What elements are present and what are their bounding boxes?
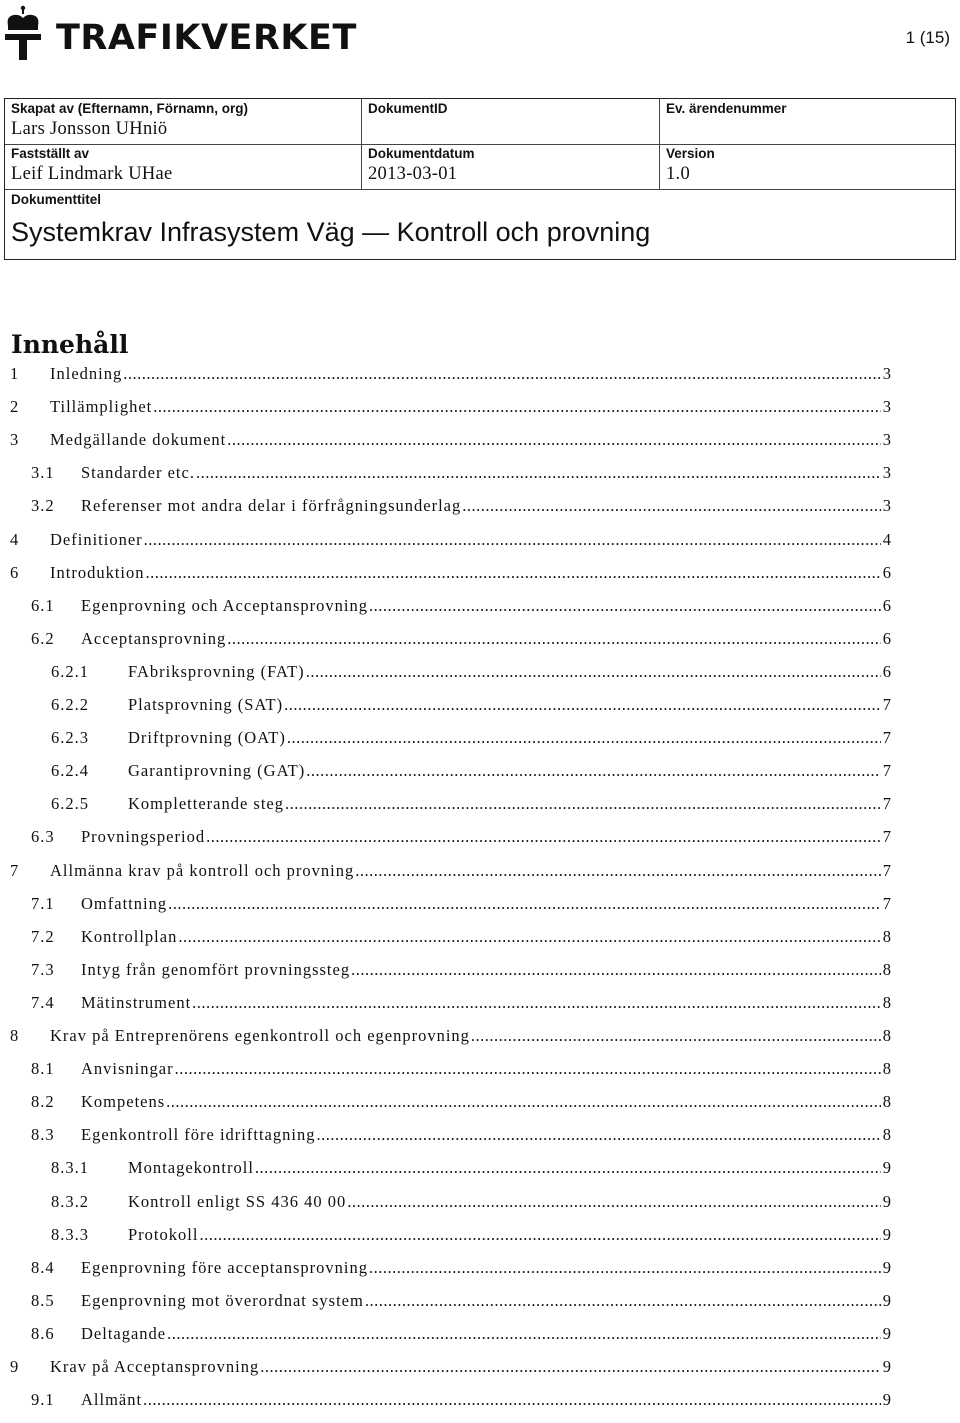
toc-entry[interactable] [51, 662, 892, 695]
toc-dot-leader [365, 1291, 881, 1311]
toc-entry-number: 3.2 [31, 496, 55, 516]
toc-entry[interactable] [31, 1059, 892, 1092]
toc-entry-page: 9 [882, 1191, 892, 1211]
toc-entry[interactable] [10, 1357, 892, 1390]
toc-entry-page: 8 [882, 959, 892, 979]
toc-dot-leader [255, 1158, 881, 1178]
toc-entry[interactable] [51, 761, 892, 794]
page-number: 1 (15) [905, 28, 950, 47]
toc-entry-title: Tillämplighet [50, 397, 153, 417]
created-by-label: Skapat av (Efternamn, Förnamn, org) [11, 101, 249, 116]
toc-entry-page: 8 [882, 1026, 892, 1045]
toc-entry-page: 8 [882, 992, 892, 1012]
toc-entry-page: 8 [882, 1125, 892, 1145]
toc-entry-title: Egenprovning före acceptansprovning [81, 1257, 368, 1277]
version-value: 1.0 [666, 164, 691, 184]
toc-entry[interactable] [31, 1291, 892, 1324]
toc-dot-leader [306, 662, 881, 682]
toc-dot-leader [260, 1357, 881, 1377]
toc-entry-number: 7.4 [31, 992, 55, 1012]
toc-entry[interactable] [31, 894, 892, 927]
document-date-label: Dokumentdatum [368, 146, 475, 161]
toc-dot-leader [196, 463, 881, 483]
toc-entry[interactable] [31, 1390, 892, 1423]
document-date-value: 2013-03-01 [368, 164, 458, 184]
toc-entry-number: 8.5 [31, 1290, 55, 1310]
toc-entry[interactable] [51, 728, 892, 761]
toc-entry-page: 8 [882, 1059, 892, 1079]
toc-dot-leader [227, 629, 880, 649]
toc-entry-number: 9.1 [31, 1390, 55, 1410]
toc-entry-number: 8.3.1 [51, 1158, 89, 1178]
toc-entry-number: 7.3 [31, 959, 55, 979]
toc-entry-page: 7 [882, 761, 892, 781]
toc-entry[interactable] [51, 1225, 892, 1258]
toc-dot-leader [123, 364, 881, 384]
toc-entry-title: Standarder etc. [81, 463, 195, 483]
toc-entry-title: Kontrollplan [81, 926, 178, 946]
toc-entry-number: 7.2 [31, 926, 55, 946]
toc-entry-page: 3 [882, 496, 892, 516]
toc-entry-title: Deltagande [81, 1323, 167, 1343]
document-info-box [4, 98, 956, 260]
toc-entry-title: Allmänna krav på kontroll och provning [50, 860, 355, 880]
toc-entry-page: 7 [882, 728, 892, 748]
toc-entry[interactable] [31, 1125, 892, 1158]
toc-entry-page: 9 [882, 1257, 892, 1277]
toc-entry-number: 8.3 [31, 1125, 55, 1145]
toc-entry-title: Platsprovning (SAT) [128, 695, 284, 714]
toc-entry-number: 8.2 [31, 1092, 55, 1112]
toc-entry-title: Intyg från genomfört provningssteg [81, 959, 351, 979]
toc-entry-title: Kontroll enligt SS 436 40 00 [128, 1191, 347, 1211]
toc-entry-number: 7 [10, 860, 20, 880]
toc-dot-leader [153, 397, 881, 417]
toc-dot-leader [199, 1225, 880, 1245]
toc-entry-number: 6 [10, 562, 20, 582]
toc-entry-title: Montagekontroll [128, 1158, 254, 1178]
toc-entry-title: Definitioner [50, 529, 143, 549]
toc-entry[interactable] [31, 629, 892, 662]
toc-entry-title: Egenprovning mot överordnat system [81, 1290, 364, 1310]
toc-entry-number: 7.1 [31, 893, 55, 913]
toc-heading: Innehåll [11, 330, 129, 359]
toc-entry[interactable] [10, 397, 892, 430]
toc-dot-leader [146, 563, 881, 583]
toc-dot-leader [167, 1324, 881, 1344]
toc-entry[interactable] [10, 563, 892, 596]
toc-entry[interactable] [31, 993, 892, 1026]
toc-entry-page: 9 [882, 1224, 892, 1244]
toc-entry-title: Krav på Entreprenörens egenkontroll och egenprovning [50, 1026, 470, 1045]
toc-entry-page: 3 [882, 364, 892, 383]
toc-entry-number: 3 [10, 430, 20, 450]
toc-dot-leader [369, 596, 881, 616]
toc-entry[interactable] [31, 1092, 892, 1125]
toc-entry-page: 9 [882, 1390, 892, 1410]
toc-dot-leader [284, 695, 881, 715]
toc-entry-title: Medgällande dokument [50, 430, 227, 450]
toc-entry-number: 1 [10, 364, 20, 383]
toc-entry-number: 2 [10, 397, 20, 417]
toc-entry[interactable] [51, 1158, 892, 1191]
toc-dot-leader [168, 894, 881, 914]
toc-dot-leader [351, 960, 881, 980]
toc-entry-page: 9 [882, 1357, 892, 1376]
toc-dot-leader [462, 496, 881, 516]
toc-entry[interactable] [31, 960, 892, 993]
toc-dot-leader [206, 827, 881, 847]
toc-dot-leader [144, 530, 881, 550]
toc-entry-page: 7 [882, 794, 892, 814]
toc-entry[interactable] [10, 1026, 892, 1059]
toc-dot-leader [178, 927, 880, 947]
toc-dot-leader [347, 1192, 881, 1212]
created-by-value: Lars Jonsson UHniö [11, 119, 168, 139]
toc-entry-number: 6.2.1 [51, 661, 89, 681]
toc-entry[interactable] [10, 530, 892, 563]
case-number-label: Ev. ärendenummer [666, 101, 787, 116]
toc-entry-page: 6 [882, 661, 892, 681]
toc-dot-leader [285, 794, 881, 814]
toc-entry-page: 3 [882, 430, 892, 450]
toc-entry-page: 7 [882, 860, 892, 880]
toc-entry[interactable] [10, 364, 892, 397]
toc-entry-title: Omfattning [81, 893, 168, 913]
toc-dot-leader [227, 430, 880, 450]
toc-entry-title: Inledning [50, 364, 123, 383]
toc-entry-page: 4 [882, 529, 892, 549]
toc-entry-title: Protokoll [128, 1224, 199, 1244]
toc-entry-title: Garantiprovning (GAT) [128, 761, 306, 781]
toc-entry-page: 9 [882, 1290, 892, 1310]
approved-by-value: Leif Lindmark UHae [11, 164, 173, 184]
toc-dot-leader [166, 1092, 881, 1112]
toc-entry-title: Provningsperiod [81, 827, 206, 847]
toc-entry[interactable] [31, 463, 892, 496]
toc-entry-title: Driftprovning (OAT) [128, 728, 286, 748]
crown-emblem-icon [2, 4, 44, 62]
toc-entry-title: Referenser mot andra delar i förfrågningsunderlag [81, 496, 462, 516]
toc-entry[interactable] [51, 695, 892, 728]
toc-entry-title: Krav på Acceptansprovning [50, 1357, 260, 1376]
divider [659, 99, 660, 189]
toc-entry-title: FAbriksprovning (FAT) [128, 661, 305, 681]
toc-entry[interactable] [51, 794, 892, 827]
toc-entry-page: 7 [882, 695, 892, 714]
toc-entry-title: Anvisningar [81, 1059, 174, 1079]
toc-entry-title: Allmänt [81, 1390, 143, 1410]
divider [5, 144, 955, 145]
toc-entry-number: 8.3.3 [51, 1224, 89, 1244]
toc-dot-leader [355, 861, 881, 881]
toc-entry-number: 9 [10, 1357, 20, 1376]
toc-entry[interactable] [10, 430, 892, 463]
toc-entry-number: 8.4 [31, 1257, 55, 1277]
toc-entry-title: Kompetens [81, 1092, 166, 1112]
toc-entry-number: 6.2.4 [51, 761, 89, 781]
toc-entry-title: Acceptansprovning [81, 628, 227, 648]
toc-entry-title: Introduktion [50, 562, 145, 582]
divider [361, 99, 362, 189]
toc-dot-leader [316, 1125, 880, 1145]
toc-entry-title: Mätinstrument [81, 992, 192, 1012]
document-id-label: DokumentID [368, 101, 448, 116]
toc-entry-number: 8 [10, 1026, 20, 1045]
toc-entry[interactable] [31, 1324, 892, 1357]
toc-dot-leader [175, 1059, 881, 1079]
toc-entry-number: 8.6 [31, 1323, 55, 1343]
approved-by-label: Fastställt av [11, 146, 90, 161]
toc-entry-title: Egenprovning och Acceptansprovning [81, 595, 368, 615]
toc-dot-leader [143, 1390, 881, 1410]
toc-entry-number: 3.1 [31, 463, 55, 483]
document-title-value: Systemkrav Infrasystem Väg — Kontroll och provning [11, 217, 651, 247]
toc-entry[interactable] [31, 596, 892, 629]
toc-entry-number: 6.2.5 [51, 794, 89, 814]
toc-entry-number: 6.3 [31, 827, 55, 847]
toc-entry-number: 6.2.3 [51, 728, 89, 748]
toc-entry-number: 8.1 [31, 1059, 55, 1079]
divider [5, 189, 955, 190]
toc-entry[interactable] [31, 496, 892, 529]
document-title-label: Dokumenttitel [11, 192, 102, 207]
toc-entry-title: Kompletterande steg [128, 794, 284, 814]
toc-entry-page: 8 [882, 926, 892, 946]
toc-entry[interactable] [31, 1258, 892, 1291]
toc-entry[interactable] [31, 827, 892, 860]
toc-entry-page: 7 [882, 827, 892, 847]
toc-entry[interactable] [10, 861, 892, 894]
toc-entry-page: 3 [882, 463, 892, 483]
toc-entry-number: 6.2.2 [51, 695, 89, 714]
trafikverket-logo [2, 4, 357, 62]
brand-wordmark: TRAFIKVERKET [56, 18, 357, 58]
toc-entry-page: 7 [882, 893, 892, 913]
toc-entry-page: 8 [882, 1092, 892, 1112]
toc-entry-number: 4 [10, 529, 20, 549]
toc-entry-page: 9 [882, 1158, 892, 1178]
toc-dot-leader [306, 761, 880, 781]
toc-entry-page: 3 [882, 397, 892, 417]
toc-entry-page: 6 [882, 562, 892, 582]
toc-entry-number: 6.1 [31, 595, 55, 615]
toc-entry-number: 8.3.2 [51, 1191, 89, 1211]
toc-dot-leader [192, 993, 881, 1013]
toc-entry-page: 9 [882, 1323, 892, 1343]
toc-dot-leader [369, 1258, 881, 1278]
toc-entry-page: 6 [882, 628, 892, 648]
toc-dot-leader [287, 728, 881, 748]
toc-entry-number: 6.2 [31, 628, 55, 648]
toc-entry[interactable] [31, 927, 892, 960]
toc-entry-title: Egenkontroll före idrifttagning [81, 1125, 316, 1145]
toc-entry-page: 6 [882, 595, 892, 615]
toc-entry[interactable] [51, 1192, 892, 1225]
toc-dot-leader [471, 1026, 881, 1046]
version-label: Version [666, 146, 715, 161]
